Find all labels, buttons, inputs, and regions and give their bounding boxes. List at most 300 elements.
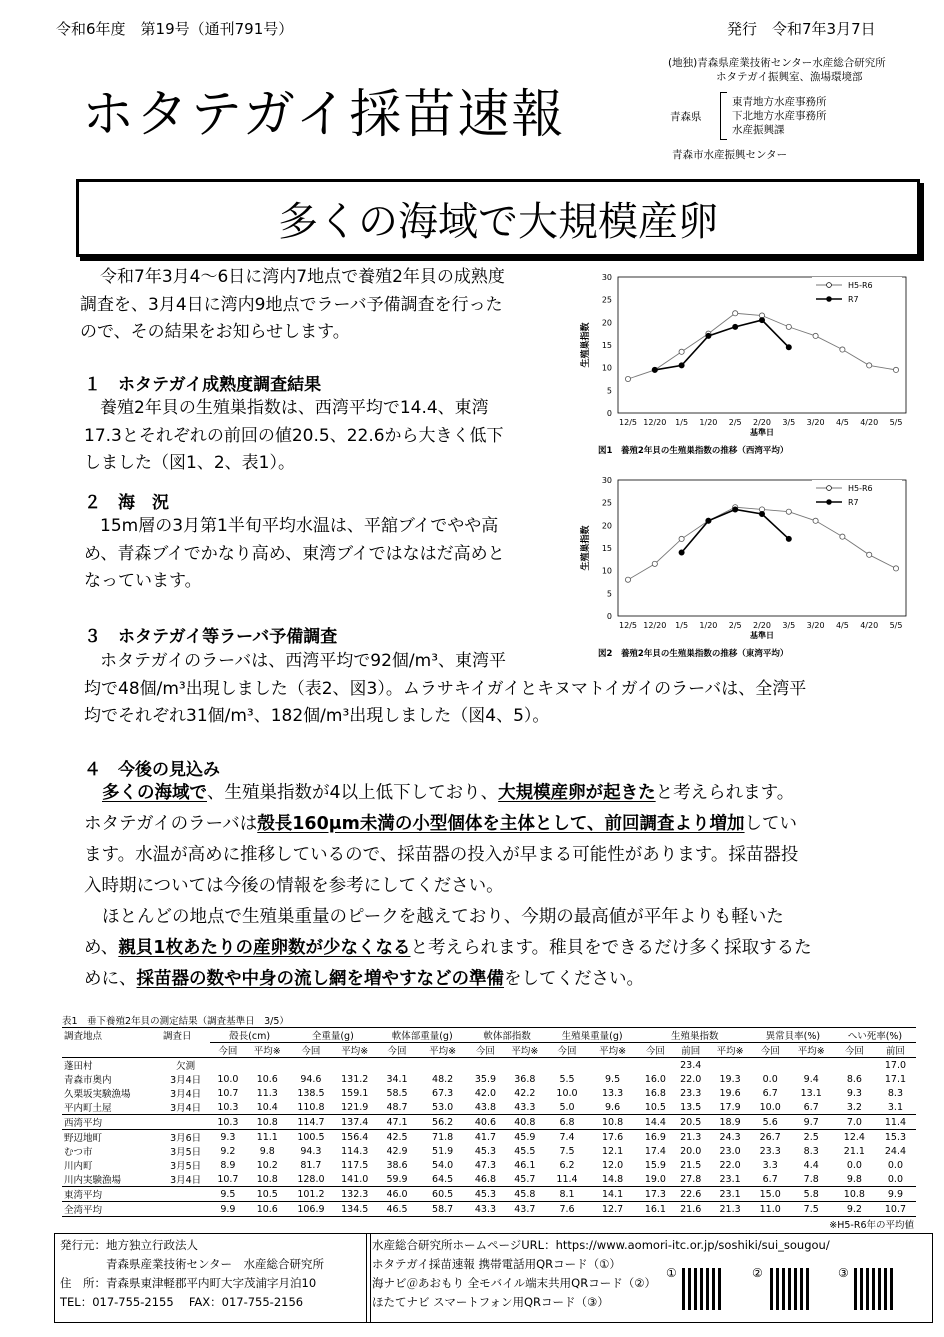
table-cell: 10.6 (256, 1203, 278, 1215)
table-cell: 西湾平均 (64, 1118, 103, 1129)
table-cell: 48.7 (386, 1101, 408, 1113)
table-header (161, 1043, 210, 1058)
table-cell: 132.3 (341, 1188, 369, 1200)
table-subheader: 平均※ (716, 1046, 744, 1057)
text-line: ホタテガイのラーバは、西湾平均で92個/m³、東湾平 (100, 651, 507, 671)
data-point (706, 333, 711, 338)
table-subheader: 今回 (557, 1046, 577, 1057)
table-cell (708, 1058, 751, 1073)
table-cell: 21.6 (680, 1203, 702, 1215)
y-tick-label: 10 (601, 566, 612, 576)
table-cell: 46.8 (474, 1173, 497, 1185)
table-subheader: 平均※ (341, 1046, 369, 1057)
qr-code-icon[interactable] (854, 1268, 896, 1310)
text: と考えられます。稚貝をできるだけ多く採取するた (410, 938, 812, 958)
table-cell: 6.7 (762, 1173, 778, 1185)
table-cell (789, 1058, 834, 1073)
table-cell: 9.6 (605, 1101, 621, 1113)
table-cell: 9.5 (220, 1188, 236, 1200)
table-cell: 3.1 (887, 1101, 903, 1113)
section1-title: １ ホタテガイ成熟度調査結果 (84, 375, 322, 395)
table-cell: 0.0 (846, 1159, 862, 1171)
table-cell: 11.3 (256, 1087, 278, 1099)
table-cell: 16.0 (644, 1073, 666, 1085)
table-subheader: 平均※ (797, 1046, 825, 1057)
table-cell: 7.4 (559, 1131, 575, 1143)
table-cell: 川内実験漁場 (64, 1175, 122, 1186)
table1-caption: 表1 垂下養殖2年貝の測定結果（調査基準日 3/5） (62, 1016, 289, 1027)
org-city: 青森市水産振興センター (672, 149, 788, 161)
table-cell: 11.0 (759, 1203, 781, 1215)
text-line (84, 778, 934, 809)
qr-label: ① (666, 1266, 677, 1280)
table-cell: 114.3 (341, 1145, 369, 1157)
table-header: 殻長(cm) (210, 1028, 289, 1043)
legend-marker (827, 283, 832, 288)
table-cell: 7.5 (803, 1203, 819, 1215)
table-subheader: 平均※ (511, 1046, 539, 1057)
table-cell: 48.2 (432, 1073, 454, 1085)
table-cell: 13.3 (602, 1087, 624, 1099)
data-point (759, 511, 764, 516)
table-cell: 9.2 (220, 1145, 236, 1157)
table-cell: 24.4 (884, 1145, 907, 1157)
footer-line: 青森県産業技術センター 水産総合研究所 (60, 1257, 325, 1271)
section3-title: ３ ホタテガイ等ラーバ予備調査 (84, 627, 338, 647)
table-cell: 21.3 (680, 1131, 702, 1143)
table-cell: 53.0 (432, 1101, 454, 1113)
table-subheader: 平均※ (429, 1046, 457, 1057)
table-note: ※H5-R6年の平均値 (829, 1220, 914, 1231)
table-subheader: 平均※ (599, 1046, 627, 1057)
table-cell (210, 1058, 245, 1073)
table-cell: 54.0 (432, 1159, 454, 1171)
qr-code-icon[interactable] (682, 1268, 724, 1310)
table-cell: 平内町土屋 (64, 1103, 112, 1114)
text: をしてください。 (504, 969, 644, 989)
text-line: 均で48個/m³出現しました（表2、図3）。ムラサキイガイとキヌマトイガイのラーバは、全湾平 (84, 678, 807, 699)
table-header: へい死率(%) (834, 1028, 916, 1043)
table-cell: 20.5 (680, 1116, 702, 1128)
data-point (813, 518, 818, 523)
table-cell: 159.1 (341, 1087, 369, 1099)
text: 、生殖巣指数が4以上低下しており、 (207, 783, 499, 803)
table-cell: 45.7 (514, 1173, 536, 1185)
x-tick-label: 1/5 (675, 621, 689, 630)
x-tick-label: 3/5 (782, 418, 796, 427)
table-cell: 10.8 (602, 1116, 624, 1128)
text-line (84, 964, 934, 995)
headline: 多くの海域で大規模産卵 (278, 199, 718, 245)
table-cell: 8.6 (846, 1073, 862, 1085)
table-cell: 42.2 (514, 1087, 536, 1099)
table-cell: 7.6 (559, 1203, 575, 1215)
data-point (893, 566, 898, 571)
table-note-row (62, 1217, 916, 1232)
data-point (733, 507, 738, 512)
table-cell: 19.6 (719, 1087, 741, 1099)
legend-marker (827, 297, 832, 302)
table-subheader: 今回 (218, 1046, 238, 1057)
table-cell: 23.1 (719, 1173, 741, 1185)
data-point (706, 518, 711, 523)
table-cell: 4.4 (803, 1159, 819, 1171)
table-cell: 14.4 (644, 1116, 666, 1128)
table-cell: 45.5 (514, 1145, 536, 1157)
emphasis: 多くの海域で (102, 783, 207, 803)
table-cell: 5.5 (559, 1073, 575, 1085)
table-cell: 12.1 (602, 1145, 624, 1157)
table-subheader: 前回 (681, 1046, 701, 1057)
table-cell: 22.6 (680, 1188, 702, 1200)
table-cell (246, 1058, 289, 1073)
table-cell: 11.1 (256, 1131, 278, 1143)
data-point (652, 561, 657, 566)
table-cell: 20.0 (680, 1145, 702, 1157)
page-title: ホタテガイ採苗速報 (82, 85, 566, 145)
table-header: 全重量(g) (289, 1028, 377, 1043)
table-cell: 9.7 (803, 1116, 819, 1128)
data-point (867, 552, 872, 557)
data-point (652, 367, 657, 372)
x-tick-label: 2/5 (728, 418, 742, 427)
emphasis: 大規模産卵が起きた (498, 783, 656, 803)
x-tick-label: 4/5 (835, 621, 849, 630)
section4-text (84, 778, 934, 995)
table-cell: 47.3 (474, 1159, 497, 1171)
table-header: 異常貝率(%) (752, 1028, 834, 1043)
section1-text (84, 395, 574, 478)
text-line (84, 933, 934, 964)
y-tick-label: 15 (601, 544, 612, 553)
table-cell: 106.9 (297, 1203, 325, 1215)
table-row (62, 1130, 916, 1145)
table-cell: 11.4 (884, 1116, 907, 1128)
x-tick-label: 1/5 (675, 418, 689, 427)
table-cell: 10.5 (256, 1188, 278, 1200)
table-cell: 3.3 (762, 1159, 778, 1171)
table-cell: 141.0 (341, 1173, 369, 1185)
table-row (62, 1115, 916, 1130)
table-cell: 10.0 (759, 1101, 781, 1113)
table-cell: 45.9 (514, 1131, 536, 1143)
table-cell: 16.1 (644, 1203, 666, 1215)
y-axis-label: 生殖巣指数 (581, 322, 591, 368)
x-tick-label: 3/20 (806, 418, 825, 427)
table-cell: 40.8 (514, 1116, 536, 1128)
org-item: 下北地方水産事務所 (732, 110, 827, 122)
legend-label: H5-R6 (848, 484, 873, 493)
data-point (893, 367, 898, 372)
table-cell: 7.5 (559, 1145, 575, 1157)
table-cell: 42.0 (474, 1087, 497, 1099)
legend-marker (827, 486, 832, 491)
footer-line: 住 所：青森県東津軽郡平内町大字茂浦字月泊10 (60, 1276, 317, 1290)
table-cell (587, 1058, 637, 1073)
data-point (813, 333, 818, 338)
table-cell: 0.0 (887, 1173, 903, 1185)
table-cell: 42.5 (386, 1131, 408, 1143)
table-cell: 3月4日 (170, 1103, 202, 1114)
x-axis-label: 基準日 (750, 428, 774, 437)
table-cell: 51.9 (432, 1145, 454, 1157)
table-cell: 71.8 (432, 1131, 454, 1143)
table-cell (377, 1058, 418, 1073)
qr-code-icon[interactable] (770, 1268, 812, 1310)
table-cell: 15.9 (644, 1159, 666, 1171)
table-header: 調査日 (162, 1031, 192, 1043)
data-point (625, 577, 630, 582)
table-cell: 40.6 (474, 1116, 497, 1128)
table-cell: 15.3 (884, 1131, 907, 1143)
x-tick-label: 4/20 (860, 418, 879, 427)
table-cell: 12.7 (602, 1203, 624, 1215)
table-cell: 94.6 (300, 1073, 322, 1085)
table-cell: 35.9 (474, 1073, 497, 1085)
table-cell: 10.7 (217, 1087, 239, 1099)
section2-title: ２ 海 況 (84, 493, 169, 513)
table-cell: 10.7 (217, 1173, 239, 1185)
table-cell: 110.8 (297, 1101, 325, 1113)
table-header: 軟体部指数 (468, 1028, 547, 1043)
legend-label: R7 (848, 498, 859, 507)
emphasis: 親貝1枚あたりの産卵数が少なくなる (118, 938, 411, 958)
text-line: め、青森ブイでかなり高め、東湾ブイではなはだ高めと (84, 543, 505, 564)
table-cell: 7.0 (846, 1116, 862, 1128)
x-tick-label: 12/5 (619, 621, 637, 630)
chart-title: 図1 養殖2年貝の生殖巣指数の推移（西湾平均） (598, 446, 789, 456)
x-tick-label: 3/5 (782, 621, 796, 630)
table-cell: 56.2 (432, 1116, 454, 1128)
table-cell: 8.3 (887, 1087, 903, 1099)
intro-paragraph (80, 264, 570, 347)
table-cell: 3月4日 (170, 1089, 202, 1100)
table-cell: 16.9 (644, 1131, 666, 1143)
table-cell: 8.9 (220, 1159, 236, 1171)
table-cell: 12.0 (602, 1159, 624, 1171)
series-line-H5-R6 (628, 313, 896, 379)
table-cell: 0.0 (887, 1159, 903, 1171)
table-cell: 43.7 (514, 1203, 536, 1215)
y-tick-label: 0 (606, 409, 612, 418)
table-cell: 128.0 (297, 1173, 325, 1185)
table-cell: 10.0 (217, 1073, 239, 1085)
table-cell: 17.3 (644, 1188, 666, 1200)
table-cell: 64.5 (432, 1173, 454, 1185)
table-cell: 121.9 (341, 1101, 369, 1113)
table-cell (752, 1058, 789, 1073)
chart-west (576, 265, 916, 465)
homepage-url[interactable]: 水産総合研究所ホームページURL：https://www.aomori-itc.or.jp/soshiki/sui_sougou/ (372, 1238, 830, 1252)
y-axis-label: 生殖巣指数 (581, 525, 591, 571)
table-cell: 10.3 (217, 1101, 239, 1113)
table-cell: 野辺地町 (64, 1133, 103, 1144)
series-line-R7 (682, 509, 789, 552)
intro-line: ので、その結果をお知らせします。 (80, 322, 350, 342)
table-cell: 100.5 (297, 1131, 325, 1143)
table-cell: 27.8 (680, 1173, 702, 1185)
table-row (62, 1072, 916, 1086)
table-cell: 久栗坂実験漁場 (64, 1089, 131, 1100)
table-cell: 38.6 (386, 1159, 408, 1171)
text-line: しました（図1、2、表1）。 (84, 453, 295, 473)
table-cell: 5.0 (559, 1101, 575, 1113)
table-subheader: 今回 (387, 1046, 407, 1057)
table-cell: 16.8 (644, 1087, 666, 1099)
table-cell: 45.8 (514, 1188, 536, 1200)
x-axis-label: 基準日 (750, 631, 774, 640)
x-tick-label: 5/5 (889, 621, 903, 630)
x-tick-label: 12/20 (643, 621, 667, 630)
table-cell: 3月5日 (170, 1147, 202, 1158)
table-cell: 43.3 (514, 1101, 536, 1113)
footer-line: TEL：017-755-2155 FAX：017-755-2156 (60, 1295, 304, 1309)
table-subheader: 平均※ (253, 1046, 281, 1057)
text: してい (744, 814, 798, 834)
table-cell (834, 1058, 875, 1073)
table-cell: 26.7 (759, 1131, 781, 1143)
text: め、 (84, 938, 119, 958)
table-cell: 22.0 (680, 1073, 702, 1085)
org-bracket (720, 92, 727, 140)
table-cell (333, 1058, 377, 1073)
x-tick-label: 5/5 (889, 418, 903, 427)
org-item: 東青地方水産事務所 (732, 96, 827, 108)
table-cell: 43.3 (474, 1203, 497, 1215)
data-point (625, 376, 630, 381)
table-header-row (62, 1028, 916, 1043)
table-cell: 42.9 (386, 1145, 408, 1157)
table-cell: 13.5 (680, 1101, 702, 1113)
table-cell (161, 1187, 210, 1202)
section4-title: ４ 今後の見込み (84, 760, 220, 780)
table-cell (468, 1058, 503, 1073)
table-cell: 8.3 (803, 1145, 819, 1157)
text-line: ほとんどの地点で生殖巣重量のピークを越えており、今期の最高値が平年よりも軽いた (102, 907, 784, 927)
text-line: 均でそれぞれ31個/m³、182個/m³出現しました（図4、5）。 (84, 706, 550, 726)
table-cell: 137.4 (341, 1116, 369, 1128)
x-tick-label: 1/20 (699, 621, 718, 630)
table-row (62, 1158, 916, 1172)
x-tick-label: 4/5 (835, 418, 849, 427)
table-row (62, 1086, 916, 1100)
text-line: なっています。 (84, 571, 202, 591)
table-cell: 59.9 (386, 1173, 408, 1185)
chart-title: 図2 養殖2年貝の生殖巣指数の推移（東湾平均） (598, 649, 789, 659)
table-cell: 131.2 (341, 1073, 369, 1085)
table-cell: 17.6 (602, 1131, 624, 1143)
footer-publisher (54, 1233, 371, 1323)
table-subheader: 今回 (475, 1046, 495, 1057)
table-cell: 9.3 (220, 1131, 236, 1143)
data-point (786, 324, 791, 329)
text-line: 養殖2年貝の生殖巣指数は、西湾平均で14.4、東湾 (100, 398, 489, 418)
org-line1: (地独)青森県産業技術センター水産総合研究所 (668, 57, 886, 69)
table-cell: 9.9 (887, 1188, 903, 1200)
series-line-R7 (655, 320, 789, 370)
data-point (759, 317, 764, 322)
org-item: 水産振興課 (732, 124, 785, 136)
table-cell: 117.5 (341, 1159, 369, 1171)
headline-box (76, 179, 920, 257)
qr-label: ② (752, 1266, 763, 1280)
legend-label: R7 (848, 295, 859, 304)
x-tick-label: 4/20 (860, 621, 879, 630)
table-cell: 18.9 (719, 1116, 741, 1128)
table-cell: 6.2 (559, 1159, 575, 1171)
table-cell: 3月4日 (170, 1175, 202, 1186)
data-point (679, 349, 684, 354)
table-cell: 東湾平均 (64, 1190, 103, 1201)
table-cell: 青森市奥内 (64, 1075, 112, 1086)
table-cell: 全湾平均 (64, 1205, 103, 1216)
table-cell: 23.4 (680, 1059, 702, 1071)
text: めに、 (84, 969, 137, 989)
y-tick-label: 15 (601, 341, 612, 350)
table-subheader: 今回 (760, 1046, 780, 1057)
intro-line: 令和7年3月4～6日に湾内7地点で養殖2年貝の成熟度 (100, 267, 505, 287)
text-line: 入時期については今後の情報を参考にしてください。 (84, 876, 504, 896)
table-cell: 3.2 (846, 1101, 862, 1113)
data-point (786, 536, 791, 541)
table-cell: 10.2 (256, 1159, 278, 1171)
x-tick-label: 3/20 (806, 621, 825, 630)
y-tick-label: 10 (601, 363, 612, 373)
issue-number: 令和6年度 第19号（通刊791号） (56, 20, 294, 38)
table-cell: 9.4 (803, 1073, 819, 1085)
x-tick-label: 2/20 (753, 621, 771, 630)
data-point (679, 536, 684, 541)
table-cell: 19.3 (719, 1073, 741, 1085)
data-point (733, 324, 738, 329)
table-cell: 蓬田村 (64, 1061, 93, 1072)
x-tick-label: 2/5 (728, 621, 742, 630)
table-cell: 12.4 (843, 1131, 865, 1143)
y-tick-label: 30 (601, 476, 612, 485)
table-cell: 14.1 (602, 1188, 624, 1200)
table-cell: 23.1 (719, 1188, 741, 1200)
table-cell: 46.5 (386, 1203, 408, 1215)
y-tick-label: 30 (601, 273, 612, 282)
table-cell: 川内町 (64, 1161, 93, 1172)
table-cell: 94.3 (300, 1145, 322, 1157)
table-cell: 34.1 (386, 1073, 408, 1085)
table-cell: 138.5 (297, 1087, 325, 1099)
table-cell: 10.8 (256, 1173, 278, 1185)
table-cell: 60.5 (432, 1188, 454, 1200)
table-header (62, 1043, 161, 1058)
table-cell: 9.2 (846, 1203, 862, 1215)
table-cell: 15.0 (759, 1188, 781, 1200)
footer-line: 発行元：地方独立行政法人 (60, 1238, 198, 1252)
table-cell: 2.5 (803, 1131, 819, 1143)
legend-marker (827, 500, 832, 505)
data-point (786, 509, 791, 514)
table-cell: 9.5 (605, 1073, 621, 1085)
table-cell: 9.3 (846, 1087, 862, 1099)
table-cell: 5.6 (762, 1116, 778, 1128)
x-tick-label: 12/20 (643, 418, 667, 427)
text-line: ます。水温が高めに推移しているので、採苗器の投入が早まる可能性があります。採苗器投 (84, 845, 799, 865)
table-row (62, 1144, 916, 1158)
table-cell: 8.1 (559, 1188, 575, 1200)
table-cell: 47.1 (386, 1116, 408, 1128)
y-tick-label: 25 (601, 295, 612, 305)
data-point (867, 363, 872, 368)
table-cell: 14.8 (602, 1173, 624, 1185)
table-row (62, 1202, 916, 1217)
table-cell: 41.7 (474, 1131, 497, 1143)
